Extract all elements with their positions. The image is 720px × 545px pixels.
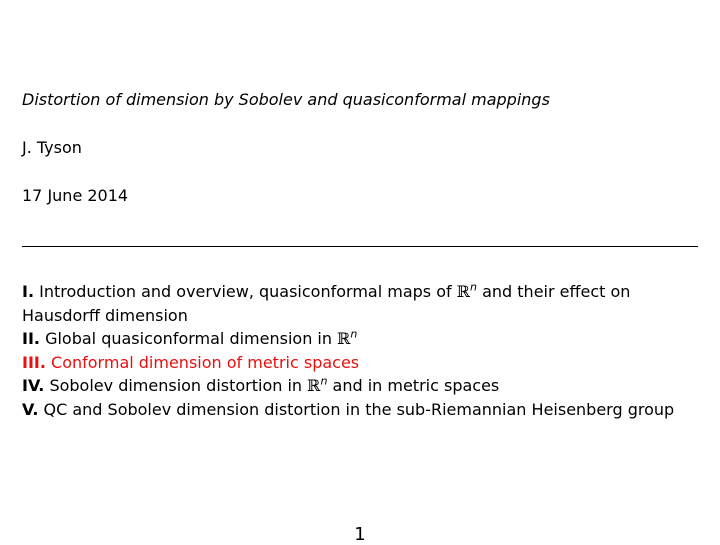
table-of-contents xyxy=(22,280,712,421)
toc-text: Sobolev dimension distortion in xyxy=(49,376,308,395)
author: J. Tyson xyxy=(22,138,82,157)
toc-text-after: and in metric spaces xyxy=(327,376,500,395)
toc-item-1 xyxy=(22,280,682,327)
divider xyxy=(22,246,698,247)
toc-text-after: and their effect on Hausdorff dimension xyxy=(22,282,631,325)
toc-item-5 xyxy=(22,398,712,422)
reals-symbol: ℝ xyxy=(307,376,321,395)
toc-item-3 xyxy=(22,351,712,375)
toc-number: III. xyxy=(22,352,46,372)
slide-title: Distortion of dimension by Sobolev and quasiconformal mappings xyxy=(22,90,550,109)
exponent: n xyxy=(470,280,477,294)
toc-text: QC and Sobolev dimension distortion in the sub-Riemannian Heisenberg group xyxy=(43,399,675,419)
toc-text: Introduction and overview, quasiconformal maps of xyxy=(39,282,457,301)
exponent: n xyxy=(320,374,328,388)
toc-item-4 xyxy=(22,374,712,398)
exponent: n xyxy=(350,327,358,341)
toc-text: Global quasiconformal dimension in xyxy=(45,329,338,348)
page-number: 1 xyxy=(354,524,366,545)
date: 17 June 2014 xyxy=(22,186,129,205)
toc-number: V. xyxy=(22,399,39,419)
reals-symbol: ℝ xyxy=(337,329,351,348)
toc-number: I. xyxy=(22,282,35,301)
toc-text: Conformal dimension of metric spaces xyxy=(51,352,360,372)
reals-symbol: ℝ xyxy=(456,282,471,301)
toc-number: II. xyxy=(22,329,40,348)
toc-number: IV. xyxy=(22,376,45,395)
toc-item-2 xyxy=(22,327,712,351)
